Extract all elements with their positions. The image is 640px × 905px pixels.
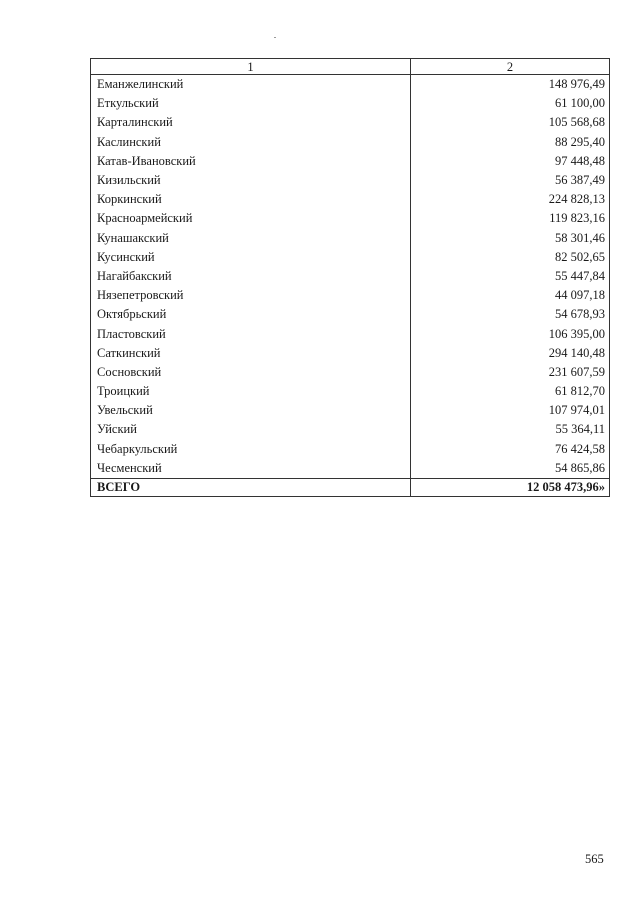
table-row (91, 459, 610, 479)
district-name: Нагайбакский (91, 267, 411, 286)
table-row (91, 94, 610, 113)
district-name: Коркинский (91, 190, 411, 209)
district-name: Саткинский (91, 344, 411, 363)
scan-speck (274, 37, 276, 38)
table-row (91, 324, 610, 343)
district-name: Красноармейский (91, 209, 411, 228)
amount-value: 61 100,00 (411, 94, 610, 113)
table-row (91, 75, 610, 95)
table-row (91, 440, 610, 459)
amount-value: 58 301,46 (411, 229, 610, 248)
amount-value: 54 678,93 (411, 305, 610, 324)
district-name: Кусинский (91, 248, 411, 267)
amount-value: 61 812,70 (411, 382, 610, 401)
page-number: 565 (585, 852, 604, 866)
amount-value: 54 865,86 (411, 459, 610, 479)
budget-table (90, 58, 610, 497)
table-row (91, 152, 610, 171)
district-name: Чебаркульский (91, 440, 411, 459)
amount-value: 56 387,49 (411, 171, 610, 190)
district-name: Каслинский (91, 133, 411, 152)
total-value: 12 058 473,96» (411, 478, 610, 496)
table-row (91, 305, 610, 324)
district-name: Сосновский (91, 363, 411, 382)
district-name: Октябрьский (91, 305, 411, 324)
district-name: Уйский (91, 420, 411, 439)
column-header-2: 2 (411, 59, 610, 75)
amount-value: 224 828,13 (411, 190, 610, 209)
table-row (91, 401, 610, 420)
table-header-row (91, 59, 610, 75)
table-row (91, 248, 610, 267)
amount-value: 44 097,18 (411, 286, 610, 305)
district-name: Кунашакский (91, 229, 411, 248)
amount-value: 82 502,65 (411, 248, 610, 267)
total-label: ВСЕГО (91, 478, 411, 496)
column-header-1: 1 (91, 59, 411, 75)
table-row (91, 286, 610, 305)
district-name: Троицкий (91, 382, 411, 401)
table-row (91, 133, 610, 152)
table-row (91, 344, 610, 363)
amount-value: 55 447,84 (411, 267, 610, 286)
district-name: Еманжелинский (91, 75, 411, 95)
district-name: Пластовский (91, 324, 411, 343)
table-row (91, 190, 610, 209)
amount-value: 107 974,01 (411, 401, 610, 420)
amount-value: 105 568,68 (411, 113, 610, 132)
total-row (91, 478, 610, 496)
district-name: Еткульский (91, 94, 411, 113)
district-name: Катав-Ивановский (91, 152, 411, 171)
district-name: Кизильский (91, 171, 411, 190)
table-row (91, 171, 610, 190)
amount-value: 119 823,16 (411, 209, 610, 228)
amount-value: 294 140,48 (411, 344, 610, 363)
amount-value: 97 448,48 (411, 152, 610, 171)
district-name: Увельский (91, 401, 411, 420)
table-row (91, 267, 610, 286)
district-name: Карталинский (91, 113, 411, 132)
amount-value: 106 395,00 (411, 324, 610, 343)
district-name: Чесменский (91, 459, 411, 479)
table-row (91, 420, 610, 439)
table-row (91, 113, 610, 132)
amount-value: 231 607,59 (411, 363, 610, 382)
amount-value: 88 295,40 (411, 133, 610, 152)
amount-value: 55 364,11 (411, 420, 610, 439)
table-row (91, 209, 610, 228)
amount-value: 76 424,58 (411, 440, 610, 459)
table-row (91, 382, 610, 401)
amount-value: 148 976,49 (411, 75, 610, 95)
table-row (91, 229, 610, 248)
district-name: Нязепетровский (91, 286, 411, 305)
table-row (91, 363, 610, 382)
